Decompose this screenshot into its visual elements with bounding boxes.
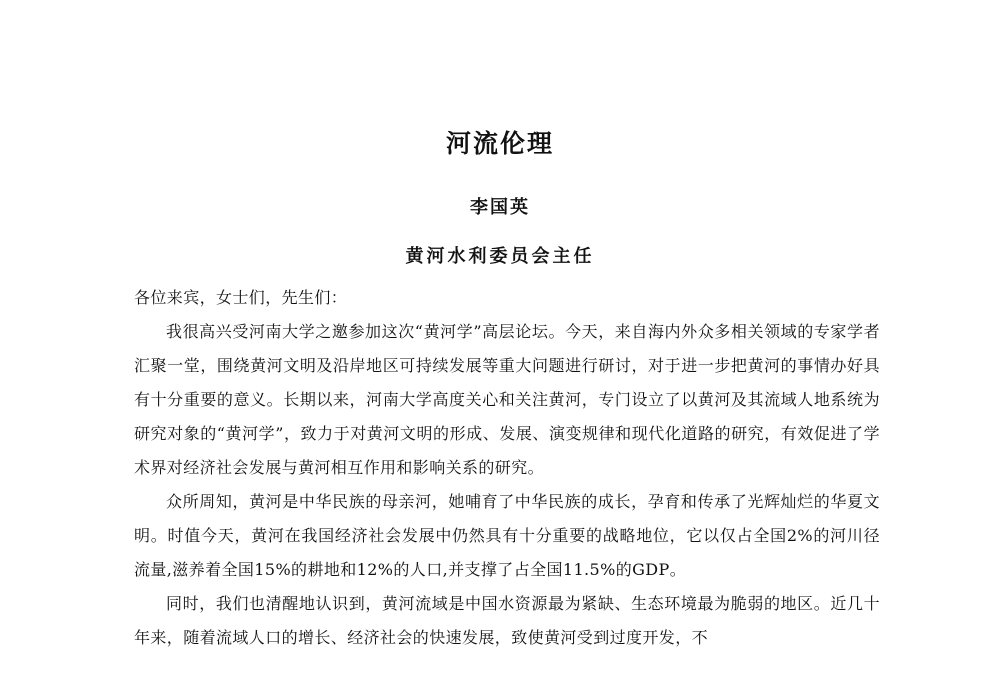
salutation: 各位来宾，女士们，先生们： bbox=[134, 288, 348, 307]
document-body bbox=[134, 281, 880, 655]
document-title: 河流伦理 bbox=[445, 129, 554, 158]
paragraph-2: 众所周知，黄河是中华民族的母亲河，她哺育了中华民族的成长，孕育和传承了光辉灿烂的华夏文明。时值今天，黄河在我国经济社会发展中仍然具有十分重要的战略地位，它以仅占全国2%的河川径流量,滋养着全国15%的耕地和12%的人口,并支撑了占全国11.5%的GDP。 bbox=[134, 492, 880, 579]
paragraph-1: 我很高兴受河南大学之邀参加这次“黄河学”高层论坛。今天，来自海内外众多相关领域的专家学者汇聚一堂，围绕黄河文明及沿岸地区可持续发展等重大问题进行研讨，对于进一步把黄河的事情办好具有十分重要的意义。长期以来，河南大学高度关心和关注黄河，专门设立了以黄河及其流域人地系统为研究对象的“黄河学”，致力于对黄河文明的形成、发展、演变规律和现代化道路的研究，有效促进了学术界对经济社会发展与黄河相互作用和影响关系的研究。 bbox=[134, 322, 880, 477]
paragraph-3: 同时，我们也清醒地认识到，黄河流域是中国水资源最为紧缺、生态环境最为脆弱的地区。近几十年来，随着流域人口的增长、经济社会的快速发展，致使黄河受到过度开发，不 bbox=[134, 594, 880, 647]
author-name: 李国英 bbox=[470, 197, 530, 218]
author-affiliation: 黄河水利委员会主任 bbox=[405, 246, 595, 267]
